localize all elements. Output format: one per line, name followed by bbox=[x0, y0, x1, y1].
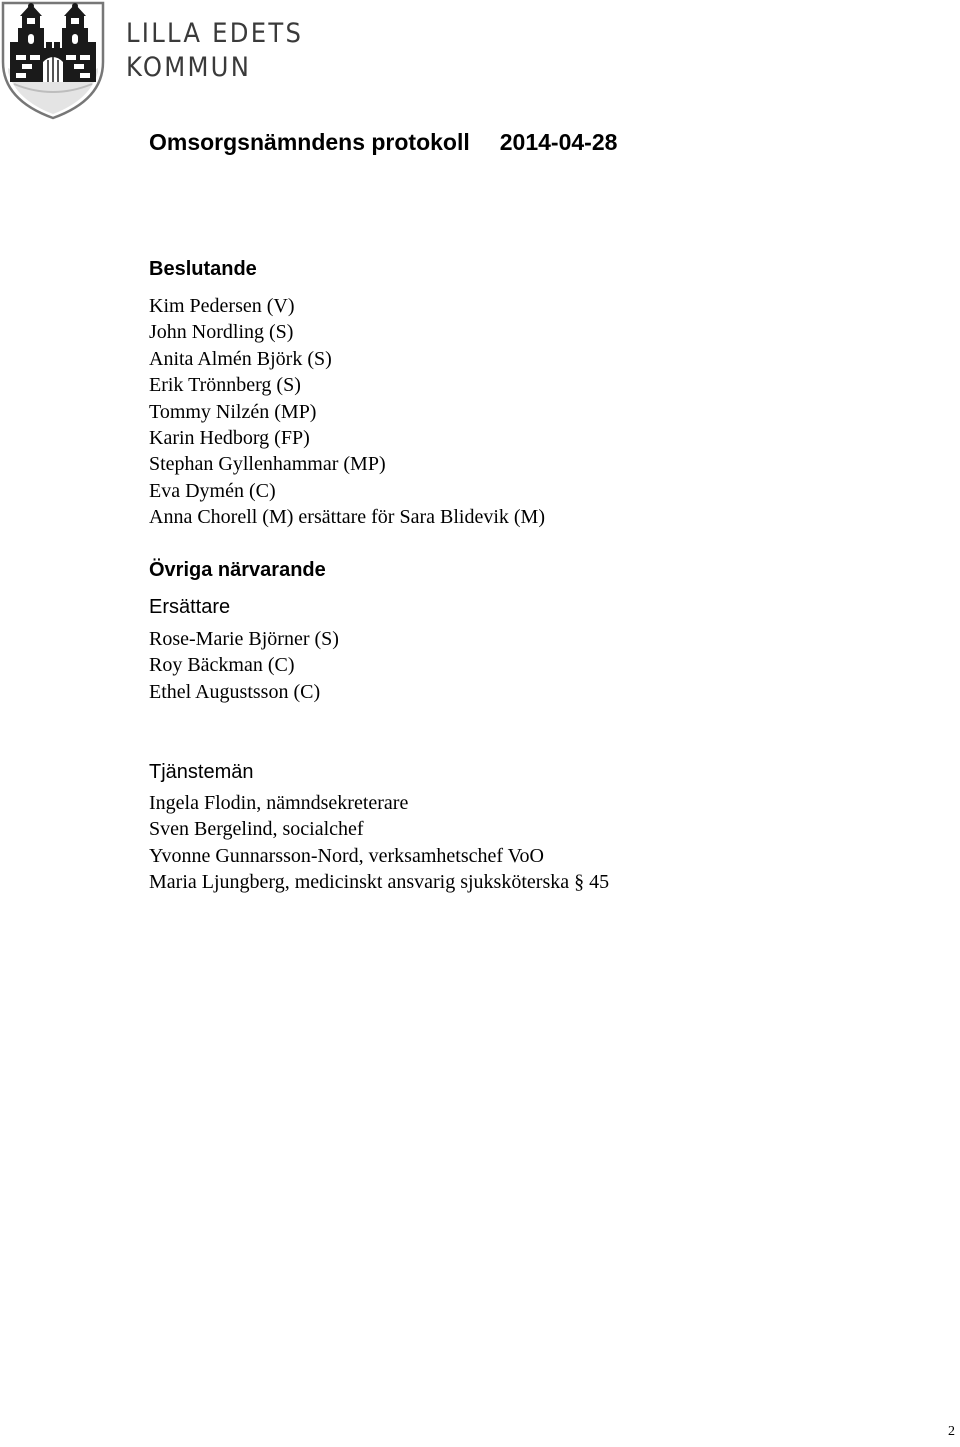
list-item: Anna Chorell (M) ersättare för Sara Blidevik (M) bbox=[149, 506, 545, 529]
list-item: Maria Ljungberg, medicinskt ansvarig sjuksköterska § 45 bbox=[149, 871, 610, 894]
list-item: Yvonne Gunnarsson-Nord, verksamhetschef VoO bbox=[149, 844, 544, 867]
beslutande-list bbox=[149, 293, 545, 531]
municipality-coat-of-arms bbox=[0, 0, 106, 120]
subheading-tjanstemen: Tjänstemän bbox=[149, 761, 254, 783]
section-heading-beslutande: Beslutande bbox=[149, 258, 257, 280]
ersattare-list bbox=[149, 626, 339, 705]
list-item: Karin Hedborg (FP) bbox=[149, 427, 310, 450]
list-item: Roy Bäckman (C) bbox=[149, 654, 295, 677]
logo-line-1: LILLA EDETS bbox=[126, 18, 304, 49]
list-item: Ingela Flodin, nämndsekreterare bbox=[149, 792, 409, 814]
subheading-ersattare: Ersättare bbox=[149, 596, 231, 618]
list-item: Eva Dymén (C) bbox=[149, 479, 276, 502]
list-item: Sven Bergelind, socialchef bbox=[149, 818, 364, 841]
municipality-name-logo bbox=[126, 17, 303, 85]
list-item: Kim Pedersen (V) bbox=[149, 295, 295, 317]
page-number: 2 bbox=[948, 1424, 955, 1439]
list-item: Ethel Augustsson (C) bbox=[149, 680, 321, 703]
list-item: Stephan Gyllenhammar (MP) bbox=[149, 453, 386, 476]
protocol-date: 2014-04-28 bbox=[499, 129, 618, 155]
list-item: Erik Trönnberg (S) bbox=[149, 374, 301, 397]
list-item: Anita Almén Björk (S) bbox=[149, 347, 332, 370]
list-item: Rose-Marie Björner (S) bbox=[149, 628, 339, 650]
list-item: John Nordling (S) bbox=[149, 321, 294, 344]
protocol-title: Omsorgsnämndens protokoll bbox=[149, 129, 470, 155]
logo-line-2: KOMMUN bbox=[126, 52, 252, 83]
section-heading-ovriga: Övriga närvarande bbox=[149, 559, 326, 581]
document-title bbox=[149, 126, 617, 158]
list-item: Tommy Nilzén (MP) bbox=[149, 400, 317, 423]
tjanstemen-list bbox=[149, 790, 609, 896]
